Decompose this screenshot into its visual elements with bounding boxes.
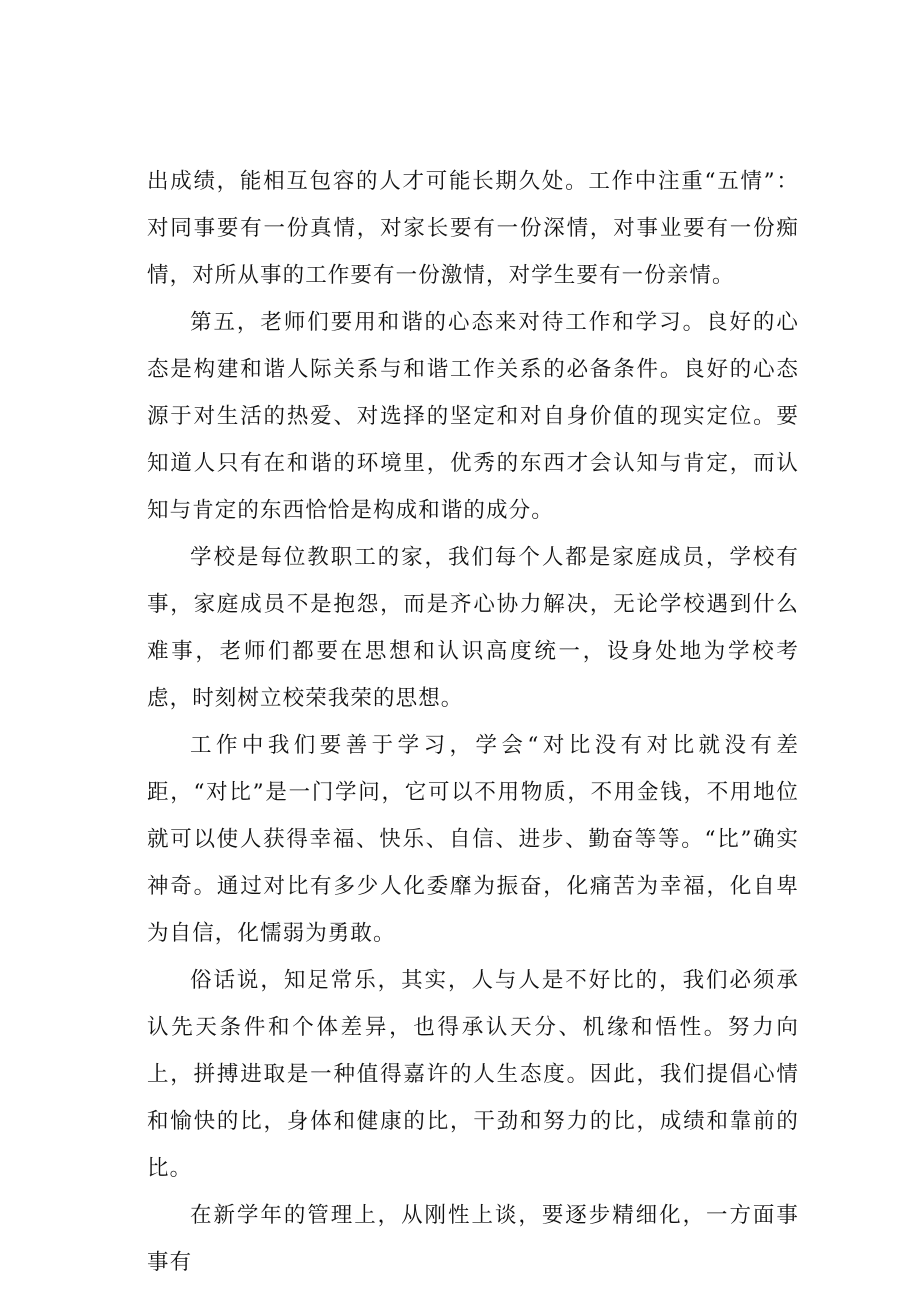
paragraph-fifth-point: 第五，老师们要用和谐的心态来对待工作和学习。良好的心态是构建和谐人际关系与和谐工作关系的必备条件。良好的心态源于对生活的热爱、对选择的坚定和对自身价值的现实定位。要知道人只有在和谐的环境里，优秀的东西才会认知与肯定，而认知与肯定的东西恰恰是构成和谐的成分。 xyxy=(147,310,799,523)
paragraph-school-as-home: 学校是每位教职工的家，我们每个人都是家庭成员，学校有事，家庭成员不是抱怨，而是齐心协力解决，无论学校遇到什么难事，老师们都要在思想和认识高度统一，设身处地为学校考虑，时刻树立校荣我荣的思想。 xyxy=(147,545,799,711)
paragraph-learn-to-compare: 工作中我们要善于学习，学会“对比没有对比就没有差距，“对比”是一门学问，它可以不用物质，不用金钱，不用地位就可以使人获得幸福、快乐、自信、进步、勤奋等等。“比”确实神奇。通过对比有多少人化委靡为振奋，化痛苦为幸福，化自卑为自信，化懦弱为勇敢。 xyxy=(147,733,799,946)
paragraph-proverb: 俗话说，知足常乐，其实，人与人是不好比的，我们必须承认先天条件和个体差异，也得承认天分、机缘和悟性。努力向上，拼搏进取是一种值得嘉许的人生态度。因此，我们提倡心情和愉快的比，身体和健康的比，干劲和努力的比，成绩和靠前的比。 xyxy=(147,968,799,1181)
document-body xyxy=(147,158,799,1286)
paragraph-continuation: 出成绩，能相互包容的人才可能长期久处。工作中注重“五情”：对同事要有一份真情，对家长要有一份深情，对事业要有一份痴情，对所从事的工作要有一份激情，对学生要有一份亲情。 xyxy=(147,169,799,288)
paragraph-management: 在新学年的管理上，从刚性上谈，要逐步精细化，一方面事事有 xyxy=(147,1203,799,1275)
